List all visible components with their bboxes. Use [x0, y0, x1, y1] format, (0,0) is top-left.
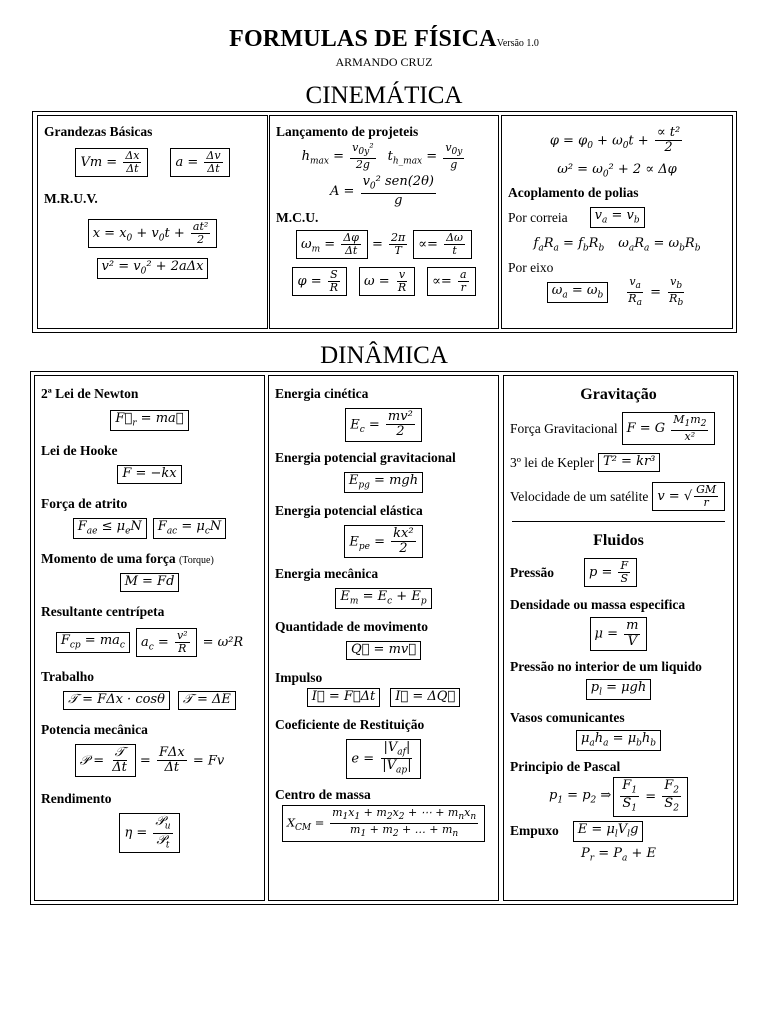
formula-restituicao: e = $\frac{|V_{af}|}{|V_{ap}|}$ [346, 739, 420, 779]
pressao-label: Pressão [510, 564, 554, 580]
formula-va-vb: $v_a = v_b$ [590, 207, 645, 228]
fluidos-heading: Fluidos [593, 532, 644, 550]
title-text: FORMULAS DE FÍSICA [229, 26, 497, 52]
forca-grav-label: Força Gravitacional [510, 420, 618, 436]
formula-hmax: $h_{max}$ = $\frac{v_{0y}^2}{2g}$ [301, 141, 374, 172]
formula-impulso: I⃗ = F⃗Δt [307, 688, 381, 707]
cinematica-title: CINEMÁTICA [305, 82, 463, 109]
densidade-heading: Densidade ou massa especifica [510, 597, 686, 613]
massa-heading: Centro de massa [275, 786, 371, 802]
formula-omega: ω = $\frac{v}{R}$ [359, 267, 415, 296]
formula-ac: $a_c$ = $\frac{\text{v²}}{R}$ [136, 628, 197, 657]
formula-vm: Vm = $\frac{\Delta x}{\Delta t}$ [75, 148, 148, 177]
dinamica-title: DINÂMICA [320, 342, 448, 369]
elastica-heading: Energia potencial elástica [275, 502, 423, 518]
formula-alpha-r: ∝= $\frac{a}{r}$ [427, 267, 475, 296]
formula-epg: $E_{pg}$ = mgh [344, 472, 423, 493]
formula-impulso-q: I⃗ = ΔQ⃗ [390, 688, 460, 707]
rendimento-heading: Rendimento [41, 791, 112, 807]
polias-heading: Acoplamento de polias [508, 185, 639, 201]
cinematica-col-1 [37, 115, 268, 329]
formula-fae: $F_{ae} \le \mu_eN$ [73, 518, 147, 539]
formula-p1p2: $p_1 = p_2$ ⇒ [548, 788, 612, 806]
formula-satelite: v = √ $\frac{GM}{r}$ [652, 482, 725, 511]
vasos-heading: Vasos comunicantes [510, 710, 625, 726]
liquido-heading: Pressão no interior de um liquido [510, 659, 702, 675]
dinamica-col-1 [34, 375, 265, 901]
formula-newton: $F⃗_r$ = ma⃗ [110, 410, 188, 431]
formula-empuxo: $E = \mu_lV_lg$ [573, 821, 644, 842]
version-text: Versão 1.0 [496, 38, 539, 49]
formula-fara: $f_aR_a = f_bR_b$ [533, 236, 605, 254]
formula-va-ra: $\frac{v_a}{R_a}$ = $\frac{v_b}{R_b}$ [628, 274, 684, 308]
projeteis-heading: Lançamento de projeteis [276, 124, 419, 139]
formula-pressao: p = $\frac{F}{S}$ [584, 558, 637, 587]
potencia-heading: Potencia mecânica [41, 721, 148, 737]
atrito-heading: Força de atrito [41, 495, 128, 511]
basic-heading: Grandezas Básicas [44, 124, 153, 139]
formula-liquido: $p_l = \mu gh$ [586, 679, 652, 700]
empuxo-label: Empuxo [510, 823, 559, 839]
formula-phi: φ = $\frac{S}{R}$ [292, 267, 347, 296]
kepler-label: 3º lei de Kepler [510, 454, 595, 470]
formula-omega-eq: $\omega_a = \omega_b$ [547, 282, 609, 303]
newton-heading: 2ª Lei de Newton [41, 386, 139, 401]
formula-vasos: $\mu_ah_a = \mu_bh_b$ [576, 730, 661, 751]
formula-epe: $E_{pe}$ = $\frac{\text{kx²}}{2}$ [344, 525, 422, 559]
cinetica-heading: Energia cinética [275, 386, 369, 401]
formula-kepler: T² = kr³ [598, 453, 660, 472]
pascal-heading: Principio de Pascal [510, 758, 621, 774]
movimento-heading: Quantidade de movimento [275, 619, 429, 635]
dinamica-col-2 [268, 375, 499, 901]
mruv-heading: M.R.U.V. [44, 191, 98, 207]
formula-densidade: μ = $\frac{m}{V}$ [590, 617, 648, 651]
formula-trabalho: 𝒯 = FΔx · cosθ [63, 691, 170, 710]
trabalho-heading: Trabalho [41, 668, 95, 684]
mecanica-heading: Energia mecânica [275, 566, 379, 582]
formula-momento: M = Fd [120, 573, 180, 592]
formula-hooke: F = −kx [117, 465, 181, 484]
formula-phi-t: $\varphi = \varphi_0 + \omega_0t$ + $\frac{\text{∝ t²}}{2}$ [549, 125, 681, 156]
formula-peso-aparente: $P_r = P_a + E$ [581, 845, 656, 864]
impulso-heading: Impulso [275, 670, 323, 685]
formula-rendimento: η = $\frac{𝒫_u}{𝒫_t}$ [119, 813, 179, 853]
momento-text: Momento de uma força [41, 550, 176, 566]
mcu-heading: M.C.U. [276, 209, 319, 225]
formula-torricelli: $v^2 = v_0^2 + 2a\Delta x$ [97, 258, 209, 279]
hooke-heading: Lei de Hooke [41, 442, 118, 458]
correia-label: Por correia [508, 209, 568, 225]
restituicao-heading: Coeficiente de Restituição [275, 716, 425, 732]
gravitacao-heading: Gravitação [580, 386, 657, 403]
formula-thmax: $t_{h\_max}$ = $\frac{v_{0y}}{g}$ [387, 141, 463, 172]
formula-fcp: $F_{cp} = ma_c$ [56, 632, 130, 653]
torque-text: (Torque) [178, 554, 214, 566]
formula-omega-m: $\omega_m$ = $\frac{\Delta\varphi}{\Delta t}$ [296, 230, 368, 259]
formula-potencia: 𝒫 = $\frac{\text{𝒯}}{\Delta t}$ [75, 744, 136, 778]
eixo-label: Por eixo [508, 259, 554, 275]
formula-alpha: ∝= $\frac{\Delta\omega}{t}$ [413, 230, 472, 259]
divider [512, 521, 725, 522]
dinamica-col-3 [503, 375, 734, 901]
formula-potencia-fv: = $\frac{\text{FΔx}}{\Delta t}$ = Fv [139, 744, 225, 776]
momento-heading [41, 551, 258, 567]
formula-x: $x = x_0 + v_0t$ + $\frac{\text{at²}}{2}$ [88, 219, 218, 248]
formula-omega2r: = ω²R [202, 634, 244, 650]
centripeta-heading: Resultante centrípeta [41, 603, 165, 619]
formula-trabalho-e: 𝒯 = ΔE [178, 691, 236, 710]
formula-q: Q⃗ = mv⃗ [346, 641, 421, 660]
formula-a: a = $\frac{\Delta v}{\Delta t}$ [170, 148, 229, 177]
formula-2pi-t: = $\frac{2\pi}{T}$ [371, 230, 406, 258]
formula-fac: $F_{ac} = \mu_cN$ [153, 518, 226, 539]
formula-omega-sq: $\omega^2 = \omega_0^2 + 2 \propto \Delta\varphi$ [557, 161, 677, 180]
formula-em: $E_m = E_c + E_p$ [335, 588, 431, 609]
cinematica-col-2 [269, 115, 499, 329]
formula-alcance: A = $\frac{v_0^2 sen(2\theta)}{g}$ [330, 174, 434, 208]
document-title [0, 26, 768, 53]
formula-ec: $E_c$ = $\frac{\text{mv²}}{2}$ [345, 408, 422, 442]
formula-pascal: $\frac{F_1}{S_1}$ = $\frac{F_2}{S_2}$ [613, 777, 688, 817]
formula-centro-massa: $X_{CM}$ = $\frac{m_1x_1 + m_2x_2 + \cdots + m_nx_n}{m_1 + m_2 + \dots + m_n}$ [282, 805, 485, 842]
formula-omegara: $\omega_aR_a = \omega_bR_b$ [618, 236, 701, 254]
author: ARMANDO CRUZ [335, 55, 433, 69]
formula-gravitacional: F = G $\frac{M_1m_2}{\text{x²}}$ [622, 412, 716, 445]
cinematica-col-3 [501, 115, 733, 329]
gravitacional-heading: Energia potencial gravitacional [275, 449, 456, 465]
satelite-label: Velocidade de um satélite [510, 488, 649, 504]
